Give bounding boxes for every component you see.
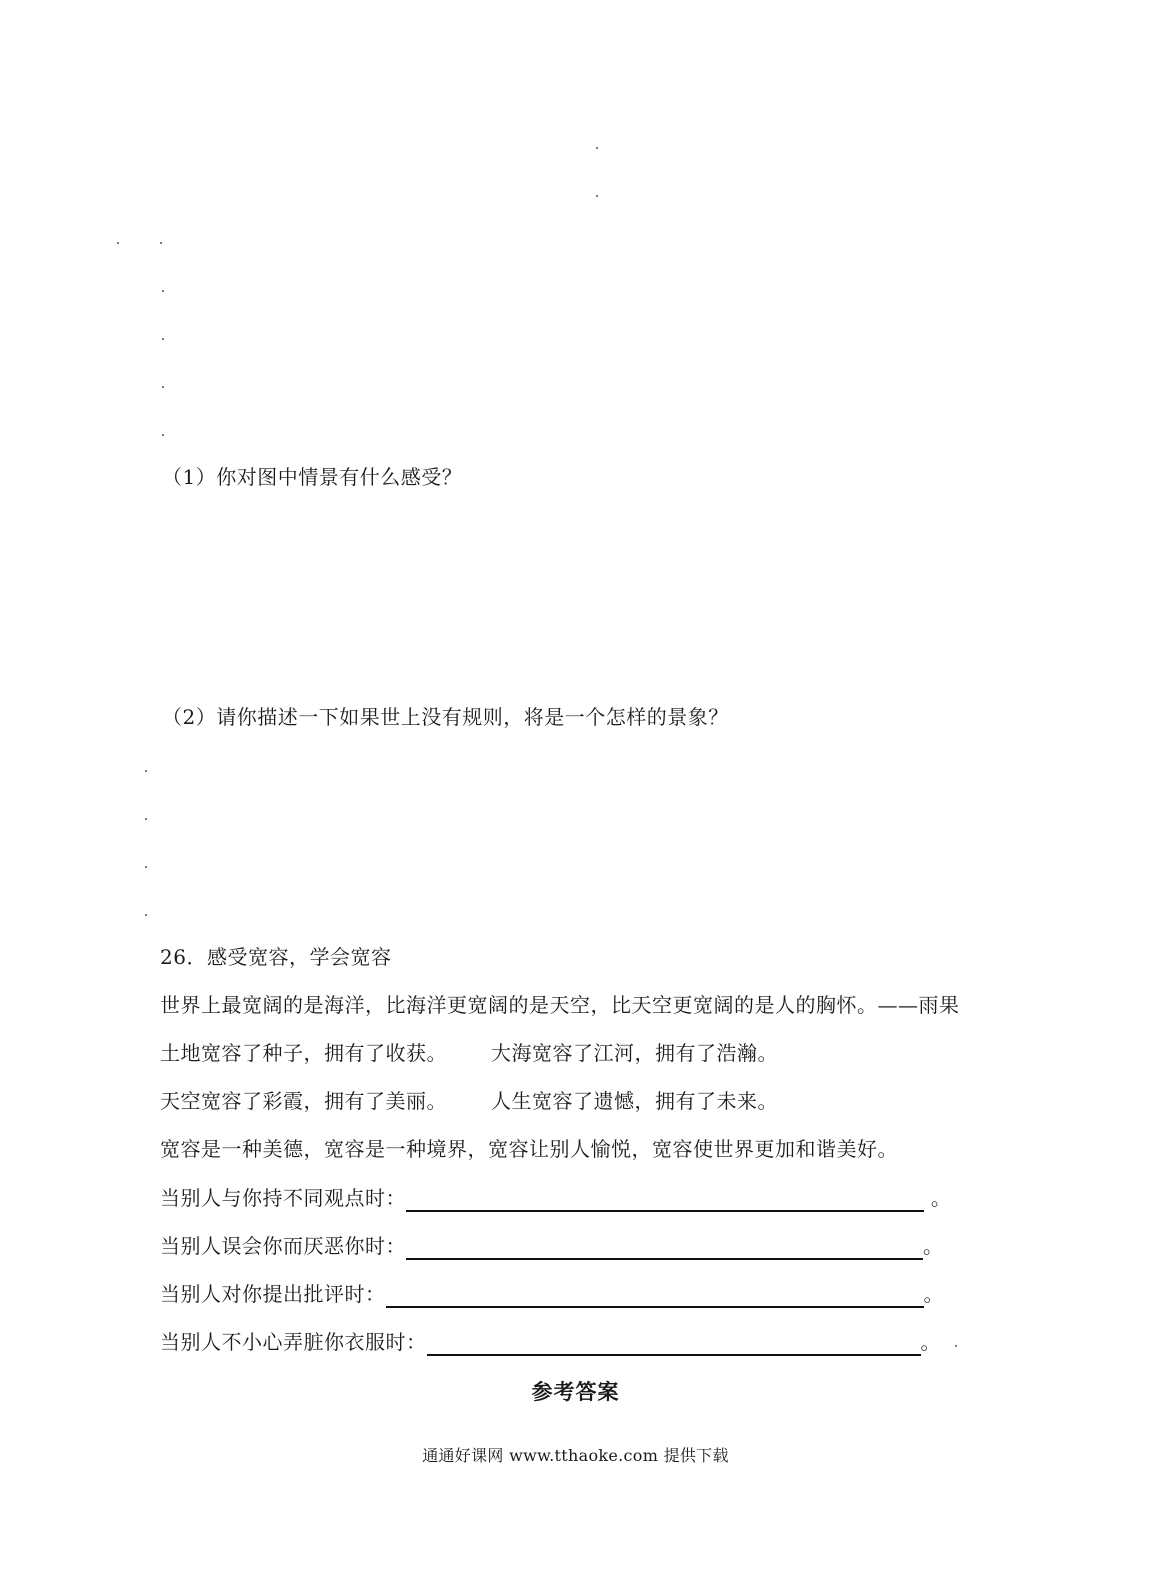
- hugo-quote: 世界上最宽阔的是海洋，比海洋更宽阔的是天空，比天空更宽阔的是人的胸怀。——雨果: [160, 993, 960, 1017]
- prompt-label: 当别人不小心弄脏你衣服时：: [160, 1330, 427, 1354]
- scan-speck: [162, 338, 164, 340]
- scan-speck: [160, 242, 162, 244]
- prompt-criticized: [160, 1280, 944, 1308]
- prompt-different-view: [160, 1184, 951, 1212]
- prompt-label: 当别人误会你而厌恶你时：: [160, 1234, 406, 1258]
- scan-speck: [145, 770, 147, 772]
- row-2-left: 天空宽容了彩霞，拥有了美丽。: [160, 1089, 447, 1113]
- scan-speck: [596, 195, 598, 197]
- scan-speck: [145, 914, 147, 916]
- scan-speck: [162, 386, 164, 388]
- scan-speck: [955, 1345, 957, 1347]
- tolerance-summary: 宽容是一种美德，宽容是一种境界，宽容让别人愉悦，宽容使世界更加和谐美好。: [160, 1137, 898, 1161]
- answer-blank[interactable]: [427, 1332, 921, 1356]
- row-1-left: 土地宽容了种子，拥有了收获。: [160, 1041, 447, 1065]
- prompt-label: 当别人与你持不同观点时：: [160, 1186, 406, 1210]
- row-2-right: 人生宽容了遗憾，拥有了未来。: [491, 1089, 778, 1113]
- answer-blank[interactable]: [406, 1236, 923, 1260]
- scan-speck: [145, 818, 147, 820]
- answer-blank[interactable]: [406, 1188, 924, 1212]
- answer-title: 参考答案: [531, 1379, 620, 1404]
- prompt-end: 。: [920, 1330, 941, 1354]
- footer-source: 通通好课网 www.tthaoke.com 提供下载: [422, 1446, 729, 1465]
- row-1-right: 大海宽容了江河，拥有了浩瀚。: [491, 1041, 778, 1065]
- question-1: （1）你对图中情景有什么感受？: [162, 465, 463, 489]
- tolerance-row-1: [160, 1039, 778, 1067]
- prompt-label: 当别人对你提出批评时：: [160, 1282, 386, 1306]
- prompt-end: 。: [923, 1282, 944, 1306]
- scan-speck: [145, 866, 147, 868]
- section-26-heading: 26．感受宽容，学会宽容: [160, 945, 392, 969]
- answer-blank[interactable]: [386, 1284, 924, 1308]
- prompt-clothes-dirtied: [160, 1328, 941, 1356]
- scan-speck: [162, 290, 164, 292]
- prompt-end: 。: [923, 1234, 944, 1258]
- prompt-end: 。: [924, 1186, 952, 1210]
- scan-speck: [162, 434, 164, 436]
- scan-speck: [596, 147, 598, 149]
- scan-speck: [117, 242, 119, 244]
- tolerance-row-2: [160, 1087, 778, 1115]
- prompt-misunderstood: [160, 1232, 944, 1260]
- question-2: （2）请你描述一下如果世上没有规则，将是一个怎样的景象？: [162, 705, 729, 729]
